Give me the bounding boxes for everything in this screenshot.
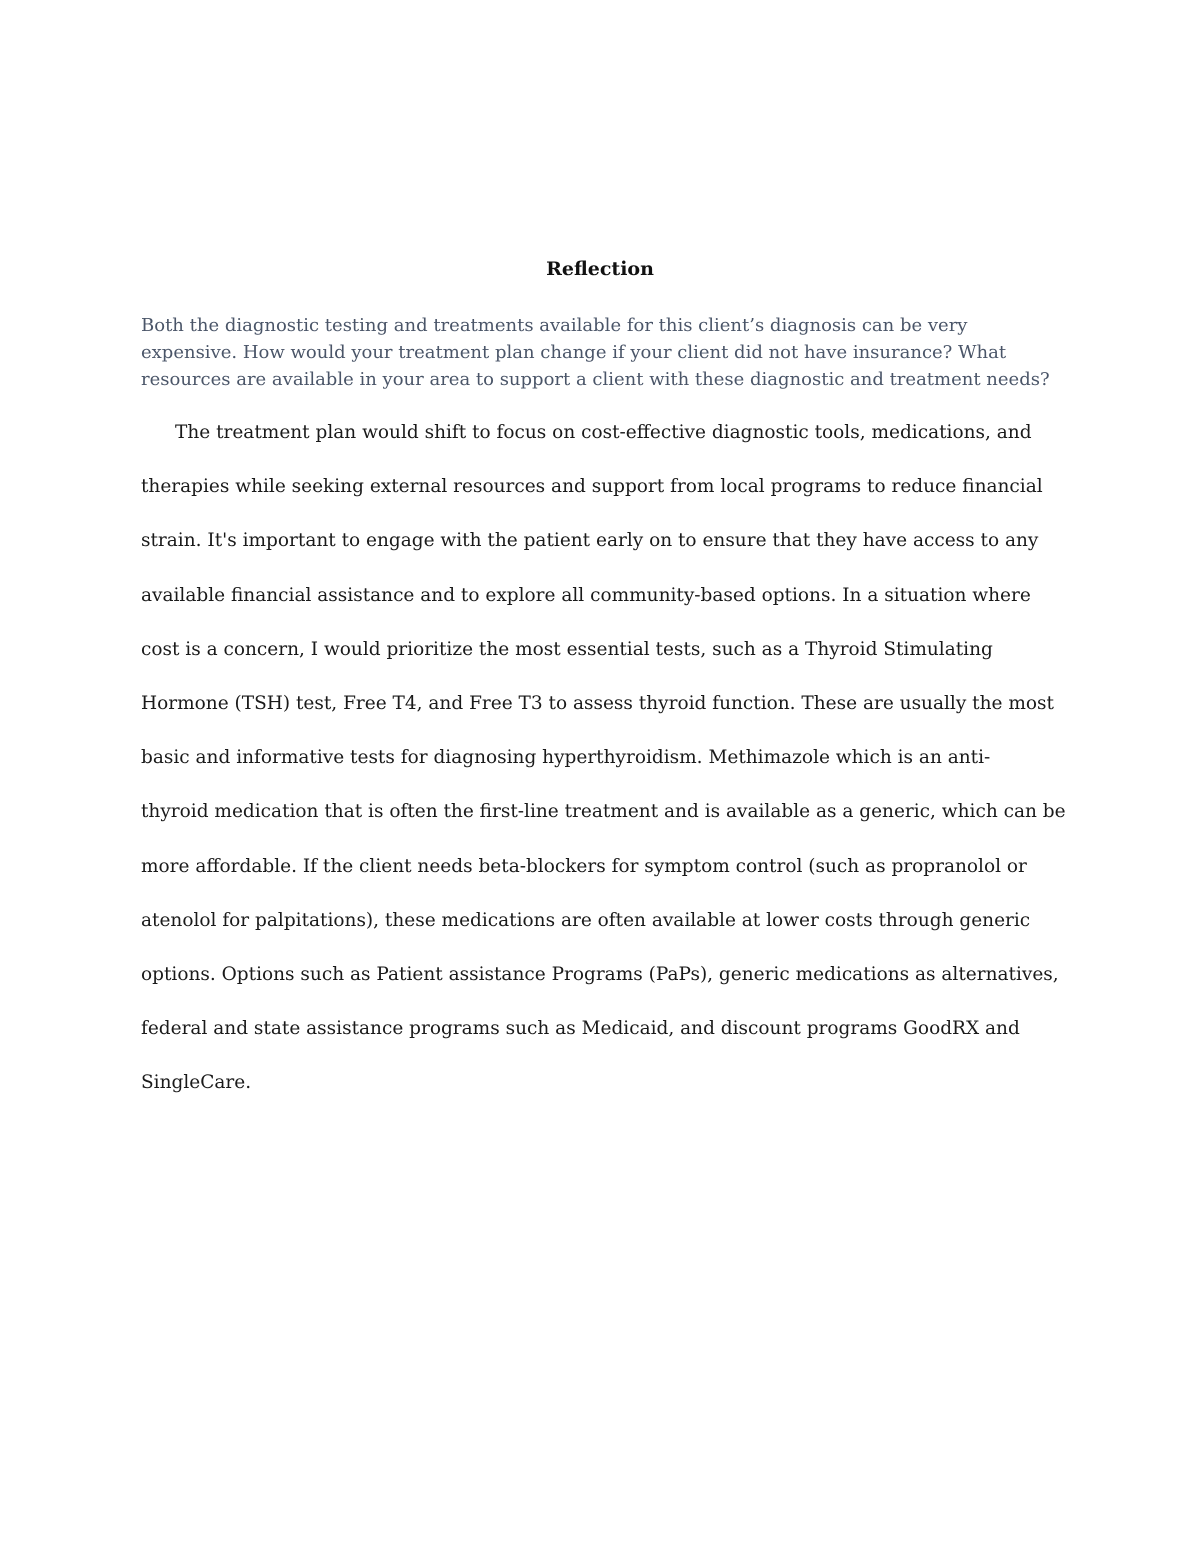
body-line: The treatment plan would shift to focus on cost-effective diagnostic tools, medications, and: [175, 422, 1032, 443]
reflection-response: [141, 420, 1071, 1124]
body-line: strain. It's important to engage with the patient early on to ensure that they have access to any: [141, 530, 1039, 552]
body-line: therapies while seeking external resources and support from local programs to reduce financial: [141, 476, 1043, 498]
prompt-line: Both the diagnostic testing and treatments available for this client’s diagnosis can be very: [141, 315, 968, 336]
body-line: federal and state assistance programs such as Medicaid, and discount programs GoodRX and: [141, 1018, 1020, 1040]
page-title: Reflection: [546, 258, 654, 280]
prompt-line: expensive. How would your treatment plan change if your client did not have insurance? What: [141, 342, 1007, 363]
reflection-prompt: [141, 312, 1071, 393]
body-line: thyroid medication that is often the first-line treatment and is available as a generic, which can be: [141, 801, 1066, 823]
body-line: options. Options such as Patient assistance Programs (PaPs), generic medications as alternatives,: [141, 963, 1059, 985]
body-line: atenolol for palpitations), these medications are often available at lower costs through generic: [141, 909, 1031, 931]
body-line: available financial assistance and to explore all community-based options. In a situation where: [141, 584, 1031, 606]
body-line: more affordable. If the client needs beta-blockers for symptom control (such as propranolol or: [141, 855, 1027, 877]
body-line: basic and informative tests for diagnosing hyperthyroidism. Methimazole which is an anti-: [141, 747, 991, 769]
body-line: Hormone (TSH) test, Free T4, and Free T3 to assess thyroid function. These are usually the most: [141, 692, 1054, 714]
body-line: cost is a concern, I would prioritize the most essential tests, such as a Thyroid Stimulating: [141, 638, 993, 660]
prompt-line: resources are available in your area to support a client with these diagnostic and treatment needs?: [141, 369, 1050, 390]
body-line: SingleCare.: [141, 1072, 252, 1094]
